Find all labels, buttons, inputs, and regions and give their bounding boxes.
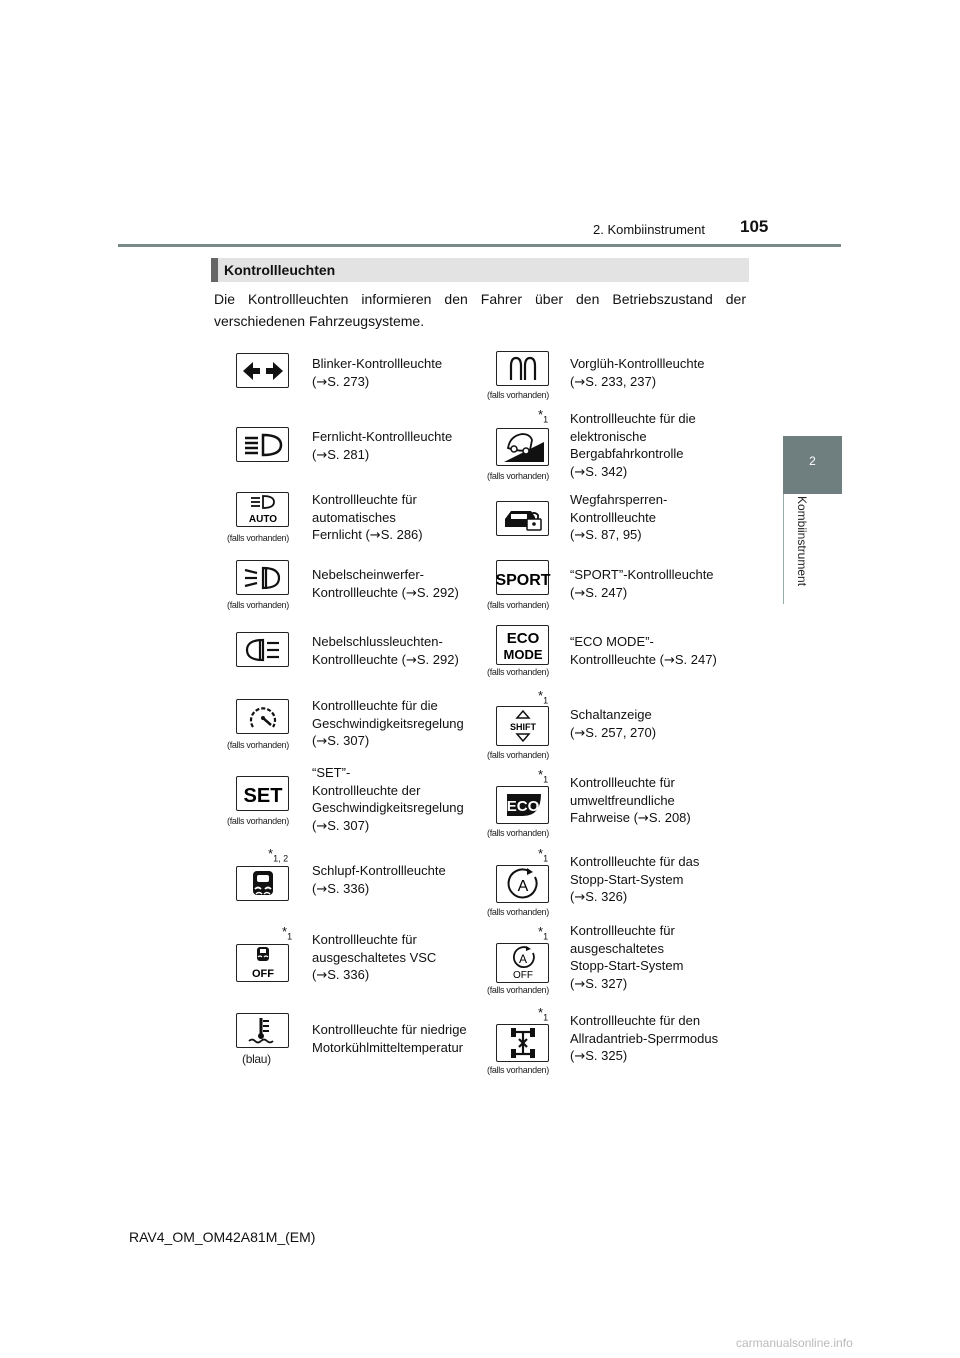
vsc-off-desc: Kontrollleuchte für ausgeschaltetes VSC (→S. 336) bbox=[312, 932, 437, 983]
footnote-marker: $*_1$ bbox=[282, 924, 293, 942]
watermark: carmanualsonline.info bbox=[736, 1336, 853, 1350]
footnote-marker: $*_1$ bbox=[538, 1005, 549, 1023]
slip-indicator-icon bbox=[236, 866, 289, 901]
glow-plug-icon bbox=[496, 351, 549, 386]
auto-high-beam-icon bbox=[236, 492, 289, 527]
shift-indicator-icon bbox=[496, 706, 549, 746]
footnote-marker: $*_1$ bbox=[538, 767, 549, 785]
falls-note: (falls vorhanden) bbox=[227, 600, 289, 610]
auto-high-beam-desc: Kontrollleuchte für automatisches Fernlicht (→S. 286) bbox=[312, 492, 423, 543]
svg-text:A: A bbox=[518, 952, 527, 966]
stop-start-off-desc: Kontrollleuchte für ausgeschaltetes Stopp-Start-System (→S. 327) bbox=[570, 923, 684, 992]
svg-text:MODE: MODE bbox=[503, 647, 542, 662]
eco-driving-icon bbox=[496, 786, 549, 824]
falls-note: (falls vorhanden) bbox=[227, 533, 289, 543]
svg-text:ECO: ECO bbox=[506, 798, 539, 815]
chapter-tab bbox=[783, 436, 842, 494]
running-header-section: 2. Kombiinstrument bbox=[593, 222, 705, 237]
document-id: RAV4_OM_OM42A81M_(EM) bbox=[129, 1229, 316, 1245]
falls-note: (falls vorhanden) bbox=[227, 740, 289, 750]
turn-signal-icon bbox=[236, 353, 289, 388]
awd-lock-desc: Kontrollleuchte für den Allradantrieb-Sperrmodus (→S. 325) bbox=[570, 1013, 719, 1064]
stop-start-off-icon bbox=[496, 943, 549, 983]
section-title: Kontrollleuchten bbox=[224, 262, 336, 278]
footnote-marker: $*_{1, 2}$ bbox=[268, 846, 289, 864]
set-desc: “SET”- Kontrollleuchte der Geschwindigkeitsregelung (→S. 307) bbox=[312, 765, 464, 834]
eco-driving-desc: Kontrollleuchte für umweltfreundliche Fahrweise (→S. 208) bbox=[570, 775, 691, 826]
vsc-off-icon bbox=[236, 944, 289, 982]
svg-text:SPORT: SPORT bbox=[494, 571, 551, 589]
chapter-label: Kombiinstrument bbox=[795, 496, 809, 587]
svg-text:OFF: OFF bbox=[512, 970, 533, 981]
low-coolant-desc: Kontrollleuchte für niedrige Motorkühlmitteltemperatur bbox=[312, 1022, 467, 1055]
svg-text:AUTO: AUTO bbox=[248, 513, 277, 525]
svg-text:SHIFT: SHIFT bbox=[509, 722, 536, 732]
svg-text:ECO: ECO bbox=[506, 630, 539, 647]
rear-fog-desc: Nebelschlussleuchten- Kontrollleuchte (→S. 292) bbox=[312, 634, 459, 668]
cruise-control-icon bbox=[236, 699, 289, 734]
rear-fog-icon bbox=[236, 632, 289, 667]
awd-lock-icon bbox=[496, 1024, 549, 1062]
header-rule bbox=[118, 244, 841, 247]
eco-mode-icon bbox=[496, 625, 549, 665]
sport-desc: “SPORT”-Kontrollleuchte (→S. 247) bbox=[570, 567, 714, 601]
falls-note: (falls vorhanden) bbox=[227, 816, 289, 826]
falls-note: (falls vorhanden) bbox=[487, 667, 549, 677]
stop-start-desc: Kontrollleuchte für das Stopp-Start-System (→S. 326) bbox=[570, 854, 700, 905]
page-number: 105 bbox=[740, 217, 769, 236]
immobilizer-desc: Wegfahrsperren- Kontrollleuchte (→S. 87, 95) bbox=[570, 492, 668, 543]
downhill-assist-icon bbox=[496, 428, 549, 466]
falls-note: (falls vorhanden) bbox=[487, 600, 549, 610]
falls-note: (falls vorhanden) bbox=[487, 471, 549, 481]
high-beam-icon bbox=[236, 427, 289, 462]
front-fog-desc: Nebelscheinwerfer- Kontrollleuchte (→S. 292) bbox=[312, 567, 459, 601]
glow-plug-desc: Vorglüh-Kontrollleuchte (→S. 233, 237) bbox=[570, 356, 705, 390]
slip-desc: Schlupf-Kontrollleuchte (→S. 336) bbox=[312, 863, 446, 897]
falls-note: (falls vorhanden) bbox=[487, 985, 549, 995]
falls-note: (falls vorhanden) bbox=[487, 828, 549, 838]
immobilizer-icon bbox=[496, 501, 549, 536]
set-icon bbox=[236, 776, 289, 811]
stop-start-icon bbox=[496, 865, 549, 903]
falls-note: (falls vorhanden) bbox=[487, 1065, 549, 1075]
falls-note: (falls vorhanden) bbox=[487, 750, 549, 760]
section-intro: Die Kontrollleuchten informieren den Fahrer über den Betriebszustand der verschiedenen Fahrzeugsysteme. bbox=[214, 291, 746, 329]
falls-note: (falls vorhanden) bbox=[487, 907, 549, 917]
turn-signal-desc: Blinker-Kontrollleuchte (→S. 273) bbox=[312, 356, 443, 390]
svg-text:A: A bbox=[517, 878, 528, 895]
falls-note: (falls vorhanden) bbox=[487, 390, 549, 400]
eco-mode-desc: “ECO MODE”- Kontrollleuchte (→S. 247) bbox=[570, 634, 717, 668]
svg-text:SET: SET bbox=[243, 784, 282, 807]
footnote-marker: $*_1$ bbox=[538, 846, 549, 864]
sport-icon bbox=[496, 560, 549, 595]
footnote-marker: $*_1$ bbox=[538, 924, 549, 942]
front-fog-icon bbox=[236, 560, 289, 595]
cruise-control-desc: Kontrollleuchte für die Geschwindigkeitsregelung (→S. 307) bbox=[312, 698, 464, 749]
svg-text:OFF: OFF bbox=[251, 968, 274, 980]
footnote-marker: $*_1$ bbox=[538, 407, 549, 425]
chapter-tab-line bbox=[783, 494, 784, 604]
shift-desc: Schaltanzeige (→S. 257, 270) bbox=[570, 707, 657, 741]
chapter-number: 2 bbox=[809, 454, 816, 468]
low-coolant-temp-icon bbox=[236, 1013, 289, 1048]
downhill-assist-desc: Kontrollleuchte für die elektronische Bergabfahrkontrolle (→S. 342) bbox=[570, 411, 696, 480]
footnote-marker: $*_1$ bbox=[538, 688, 549, 706]
high-beam-desc: Fernlicht-Kontrollleuchte (→S. 281) bbox=[312, 429, 453, 463]
blau-note: (blau) bbox=[242, 1052, 271, 1066]
